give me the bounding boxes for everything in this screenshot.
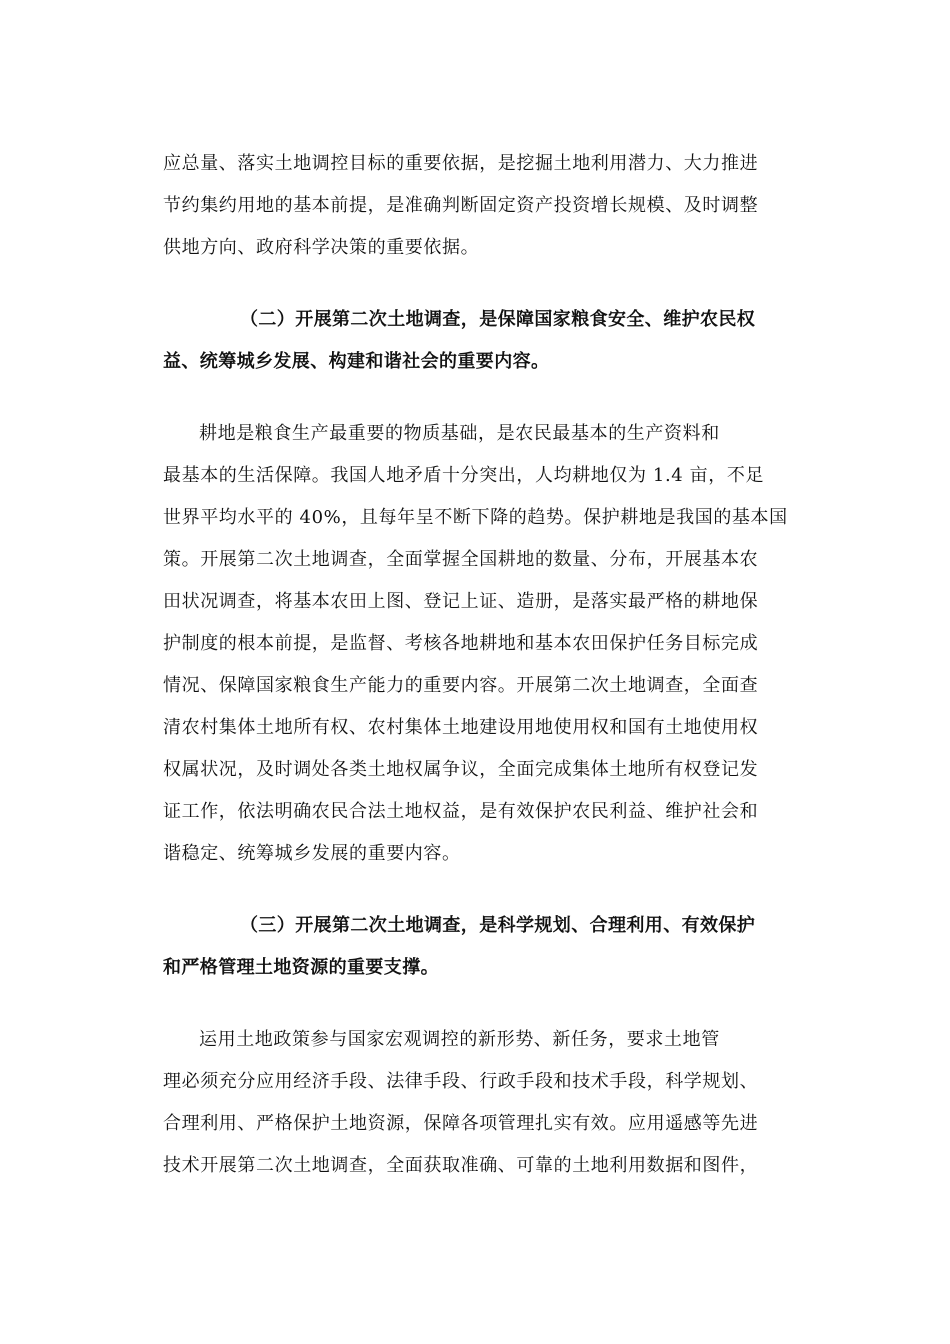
body-text-line: 权属状况，及时调处各类土地权属争议，全面完成集体土地所有权登记发	[163, 759, 759, 780]
section-heading: （二）开展第二次土地调查，是保障国家粮食安全、维护农民权	[240, 309, 756, 330]
body-text-line: 世界平均水平的 40%，且每年呈不断下降的趋势。保护耕地是我国的基本国	[163, 507, 788, 528]
body-text-line: 理必须充分应用经济手段、法律手段、行政手段和技术手段，科学规划、	[163, 1071, 759, 1092]
body-text-line: 证工作，依法明确农民合法土地权益，是有效保护农民利益、维护社会和	[163, 801, 759, 822]
body-text-line: 策。开展第二次土地调查，全面掌握全国耕地的数量、分布，开展基本农	[163, 549, 759, 570]
body-text-line: 耕地是粮食生产最重要的物质基础，是农民最基本的生产资料和	[199, 423, 720, 444]
section-heading: 益、统筹城乡发展、构建和谐社会的重要内容。	[163, 351, 550, 372]
body-text-line: 运用土地政策参与国家宏观调控的新形势、新任务，要求土地管	[199, 1029, 720, 1050]
body-text-line: 情况、保障国家粮食生产能力的重要内容。开展第二次土地调查，全面查	[163, 675, 759, 696]
body-text-line: 护制度的根本前提，是监督、考核各地耕地和基本农田保护任务目标完成	[163, 633, 759, 654]
body-text-line: 清农村集体土地所有权、农村集体土地建设用地使用权和国有土地使用权	[163, 717, 759, 738]
body-text-line: 合理利用、严格保护土地资源，保障各项管理扎实有效。应用遥感等先进	[163, 1113, 759, 1134]
body-text-line: 最基本的生活保障。我国人地矛盾十分突出，人均耕地仅为 1.4 亩，不足	[163, 465, 765, 486]
body-text-line: 应总量、落实土地调控目标的重要依据，是挖掘土地利用潜力、大力推进	[163, 153, 759, 174]
body-text-line: 供地方向、政府科学决策的重要依据。	[163, 237, 480, 258]
section-heading: （三）开展第二次土地调查，是科学规划、合理利用、有效保护	[240, 915, 756, 936]
body-text-line: 田状况调查，将基本农田上图、登记上证、造册，是落实最严格的耕地保	[163, 591, 759, 612]
body-text-line: 谐稳定、统筹城乡发展的重要内容。	[163, 843, 461, 864]
body-text-line: 节约集约用地的基本前提，是准确判断固定资产投资增长规模、及时调整	[163, 195, 759, 216]
body-text-line: 技术开展第二次土地调查，全面获取准确、可靠的土地利用数据和图件，	[163, 1155, 759, 1176]
section-heading: 和严格管理土地资源的重要支撑。	[163, 957, 439, 978]
